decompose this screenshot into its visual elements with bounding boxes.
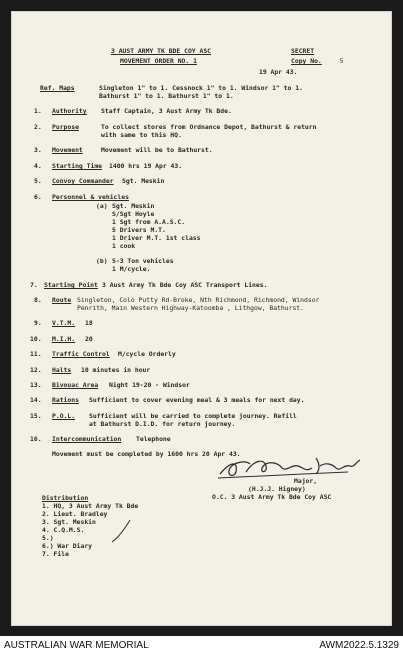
movement-text: Movement will be to Bathurst. [101, 146, 213, 154]
document-page [11, 11, 392, 626]
convoy-commander-text: Sgt. Meskin [122, 177, 165, 185]
distribution-line: 3. Sgt. Meskin [42, 518, 96, 526]
pol-label: P.O.L. [52, 412, 76, 420]
ref-maps-text: Singleton 1" to 1. Cessnock 1" to 1. Windsor 1" to 1. [99, 84, 303, 92]
bivouac-area-text: Night 19-20 - Windsor [109, 381, 190, 389]
item-number: 1. [34, 107, 42, 115]
signatory-name: (H.J.J. Higney) [248, 485, 306, 493]
item-number: 8. [34, 296, 42, 304]
item-number: 4. [34, 162, 42, 170]
rations-text: Sufficient to cover evening meal & 3 meals for next day. [89, 396, 305, 404]
purpose-label: Purpose [52, 123, 79, 131]
item-number: 5. [34, 177, 42, 185]
item-number: 2. [34, 123, 42, 131]
item-number: 12. [30, 366, 42, 374]
item-number: 15. [30, 412, 42, 420]
traffic-control-label: Traffic Control [52, 350, 110, 358]
authority-text: Staff Captain, 3 Aust Army Tk Bde. [101, 107, 232, 115]
halts-text: 10 minutes in hour [81, 366, 151, 374]
rations-label: Rations [52, 396, 79, 404]
route-text-continued: Penrith, Main Western Highway-Katoomba , Lithgow, Bathurst. [77, 304, 305, 312]
personnel-a-label: (a) [96, 202, 108, 210]
distribution-line: 2. Lieut. Bradley [42, 510, 108, 518]
vtm-label: V.T.M. [52, 319, 76, 327]
item-number: 3. [34, 146, 42, 154]
distribution-line: 4. C.Q.M.S. [42, 526, 85, 534]
personnel-line: S/Sgt Hoyle [112, 210, 155, 218]
starting-point-text: 3 Aust Army Tk Bde Coy ASC Transport Lines. [102, 281, 268, 289]
copy-number-line [291, 57, 344, 65]
item-number: 13. [30, 381, 42, 389]
copy-label: Copy No. [291, 57, 322, 65]
mih-label: M.I.H. [52, 335, 76, 343]
route-label: Route [52, 296, 72, 304]
route-text: Singleton, Colo Putty Rd-Broke, Nth Richmond, Richmond, Windsor [77, 296, 320, 304]
personnel-line: 1 Sgt from A.A.S.C. [112, 218, 186, 226]
copy-number: 5 [339, 57, 344, 65]
personnel-label: Personnel & vehicles [52, 193, 129, 201]
item-number: 14. [30, 396, 42, 404]
personnel-line: 1 Driver M.T. 1st class [112, 234, 201, 242]
purpose-text: To collect stores from Ordnance Depot, Bathurst & return [101, 123, 317, 131]
item-number: 10. [30, 335, 42, 343]
personnel-line: Sgt. Meskin [112, 202, 155, 210]
item-number: 11. [30, 350, 42, 358]
starting-time-label: Starting Time [52, 162, 103, 170]
halts-label: Halts [52, 366, 72, 374]
personnel-line: 1 cook [112, 242, 136, 250]
footer-accession-number: AWM2022.5.1329 [319, 640, 399, 651]
footer-archive-name: AUSTRALIAN WAR MEMORIAL [4, 640, 149, 651]
traffic-control-text: M/cycle Orderly [118, 350, 176, 358]
distribution-line: 5.) [42, 534, 54, 542]
signatory-rank: Major, [294, 477, 318, 485]
vehicle-line: 5-3 Ton vehicles [112, 257, 174, 265]
classification-label: SECRET [291, 47, 315, 55]
order-date: 19 Apr 43. [259, 68, 298, 76]
starting-time-text: 1400 hrs 19 Apr 43. [109, 162, 183, 170]
intercommunication-label: Intercommunication [52, 435, 122, 443]
completion-note: Movement must be completed by 1600 hrs 20 Apr 43. [52, 450, 241, 458]
distribution-heading: Distribution [42, 494, 89, 502]
item-number: 9. [34, 319, 42, 327]
pol-text-continued: at Bathurst D.I.D. for return journey. [89, 420, 236, 428]
vtm-value: 18 [85, 319, 93, 327]
purpose-text-continued: with same to this HQ. [101, 131, 182, 139]
intercommunication-text: Telephone [136, 435, 171, 443]
item-number: 6. [34, 193, 42, 201]
handwritten-signature [216, 450, 366, 482]
pol-text: Sufficient will be carried to complete journey. Refill [89, 412, 297, 420]
bivouac-area-label: Bivouac Area [52, 381, 99, 389]
item-number: 16. [30, 435, 42, 443]
handwritten-tick [110, 518, 134, 546]
distribution-line: 1. HQ, 3 Aust Army Tk Bde [42, 502, 139, 510]
ref-maps-label: Ref. Maps [40, 84, 75, 92]
unit-heading: 3 AUST ARMY TK BDE COY ASC [111, 47, 212, 55]
personnel-b-label: (b) [96, 257, 108, 265]
order-title: MOVEMENT ORDER NO. 1 [120, 57, 197, 65]
personnel-line: 5 Drivers M.T. [112, 226, 166, 234]
starting-point-label: Starting Point [44, 281, 98, 289]
vehicle-line: 1 M/cycle. [112, 265, 151, 273]
item-number: 7. [30, 281, 38, 289]
distribution-line: 6.) War Diary [42, 542, 93, 550]
authority-label: Authority [52, 107, 87, 115]
movement-label: Movement [52, 146, 83, 154]
mih-value: 20 [85, 335, 93, 343]
ref-maps-text-continued: Bathurst 1" to 1. Bathurst 1" to 1. [99, 92, 234, 100]
distribution-line: 7. File [42, 550, 69, 558]
signatory-title: O.C. 3 Aust Army Tk Bde Coy ASC [212, 493, 332, 501]
convoy-commander-label: Convoy Commander [52, 177, 114, 185]
